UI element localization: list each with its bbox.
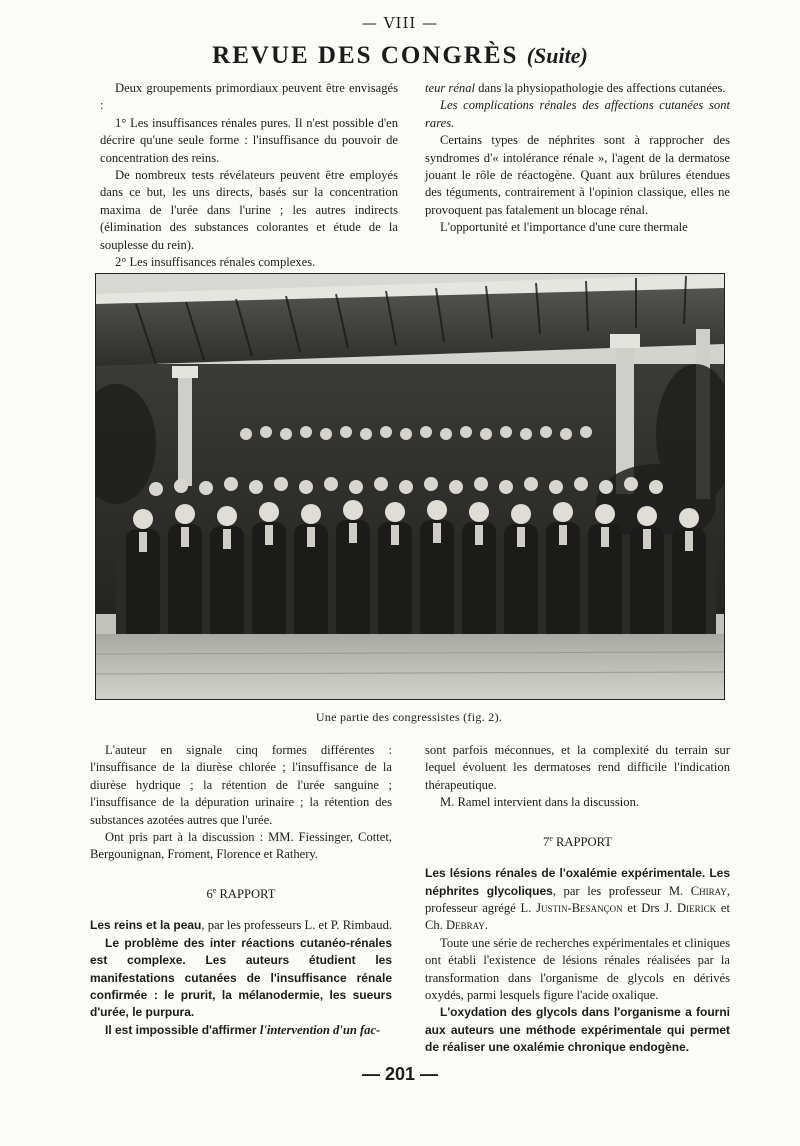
report-title xyxy=(90,917,392,934)
figure-caption: Une partie des congressistes (fig. 2). xyxy=(315,710,503,724)
paragraph: Certains types de néphrites sont à rapprocher des syndromes d'« intolérance rénale », l'agent de la dermatose jouant le rôle de réactogène. Quant aux brûlures étendues des téguments, contrairement à l'opinion classique, elles ne provoquent pas fatalement un blocage rénal. xyxy=(425,133,730,217)
paragraph xyxy=(90,1022,392,1039)
paragraph: Deux groupements primordiaux peuvent être envisagés : xyxy=(100,81,398,113)
paragraph: Ont pris part à la discussion : MM. Fiessinger, Cottet, Bergounignan, Froment, Florence et Rathery. xyxy=(90,830,392,862)
heading-number: 6 xyxy=(206,887,213,902)
paragraph: De nombreux tests révélateurs peuvent être employés dans ce but, les uns directs, basés sur la concentration maxima de l'urée dans l'urine ; les autres indirects (élimination des substances colorantes et étude de la souplesse du rein). xyxy=(100,168,398,252)
paragraph: Toute une série de recherches expérimentales et cliniques ont établi l'existence de lésions rénales réalisées par la transformation dans l'organisme de glycols en dérivés oxydés, parmi lesquels figure l'acide oxalique. xyxy=(425,935,730,1003)
page-number: — 201 — xyxy=(361,1064,439,1084)
top-left-column xyxy=(100,80,398,271)
paragraph: Le problème des inter réactions cutanéo-rénales est complexe. Les auteurs étudient les manifestations cutanées de l'insuffisance rénale confirmée : le prurit, la mélanodermie, les sueurs d'urée, le purpura. xyxy=(90,935,392,1020)
text: et Ch. xyxy=(425,901,730,933)
heading-superscript: e xyxy=(212,885,217,895)
heading-word: RAPPORT xyxy=(556,834,612,849)
paragraph: 2° Les insuffisances rénales complexes. xyxy=(115,255,316,270)
page-title xyxy=(0,42,800,70)
text: dans la physiopathologie des affections cutanées. xyxy=(475,81,726,95)
report-title-bold: Les lésions rénales de l'oxalémie expérimentale. Les néphrites glycoliques xyxy=(425,866,730,898)
paragraph xyxy=(425,80,730,97)
section-heading xyxy=(425,830,730,852)
bold-text: Il est impossible d'affirmer xyxy=(105,1022,260,1037)
author-name: Chiray xyxy=(690,883,727,898)
author-name: Justin-Besançon xyxy=(536,901,623,916)
paragraph: L'auteur en signale cinq formes différentes : l'insuffisance de la diurèse chlorée ; l'insuffisance de la diurèse hydrique ; la rétention de l'urée sanguine ; l'insuffisance de la dépuration urinaire ; la rétention des substances azotées autres que l'urée. xyxy=(90,743,392,827)
italic-text: teur rénal xyxy=(425,81,476,95)
heading-word: RAPPORT xyxy=(219,887,276,902)
paragraph: M. Ramel intervient dans la discussion. xyxy=(440,795,640,810)
author-name: Dierick xyxy=(677,901,717,916)
congress-group-photo xyxy=(95,273,725,700)
italic-text: l'intervention d'un fac- xyxy=(259,1022,381,1037)
paragraph: sont parfois méconnues, et la complexité du terrain sur lequel évoluent les dermatoses rend difficile l'indication thérapeutique. xyxy=(425,743,730,792)
heading-number: 7 xyxy=(543,834,550,849)
paragraph: L'oxydation des glycols dans l'organisme a fourni aux auteurs une méthode expérimentale qui permet de réaliser une oxalémie chronique endogène. xyxy=(425,1005,730,1055)
heading-superscript: e xyxy=(549,833,553,843)
text: . xyxy=(484,918,488,933)
paragraph: Les complications rénales des affections cutanées sont rares. xyxy=(425,98,730,130)
photo-illustration xyxy=(96,274,724,699)
top-right-column xyxy=(425,80,730,237)
bottom-right-column xyxy=(425,742,730,1057)
bottom-left-column xyxy=(90,742,392,1039)
page-title-suite: (Suite) xyxy=(526,43,588,68)
text: et Drs J. xyxy=(622,901,678,916)
page-title-main: REVUE DES CONGRÈS xyxy=(212,42,519,69)
paragraph: L'opportunité et l'importance d'une cure thermale xyxy=(440,220,688,235)
text: , professeur agrégé L. xyxy=(425,883,730,916)
report-title-bold: Les reins et la peau xyxy=(90,918,202,933)
roman-page-number: — VIII — xyxy=(361,14,439,32)
section-heading xyxy=(90,882,392,904)
text: , par les professeur M. xyxy=(552,883,691,898)
report-authors: , par les professeurs L. et P. Rimbaud. xyxy=(201,918,393,933)
author-name: Debray xyxy=(446,918,485,933)
report-title xyxy=(425,865,730,935)
paragraph: 1° Les insuffisances rénales pures. Il n'est possible d'en décrire qu'une seule forme : l'insuffisance du pouvoir de concentration des reins. xyxy=(100,115,398,165)
